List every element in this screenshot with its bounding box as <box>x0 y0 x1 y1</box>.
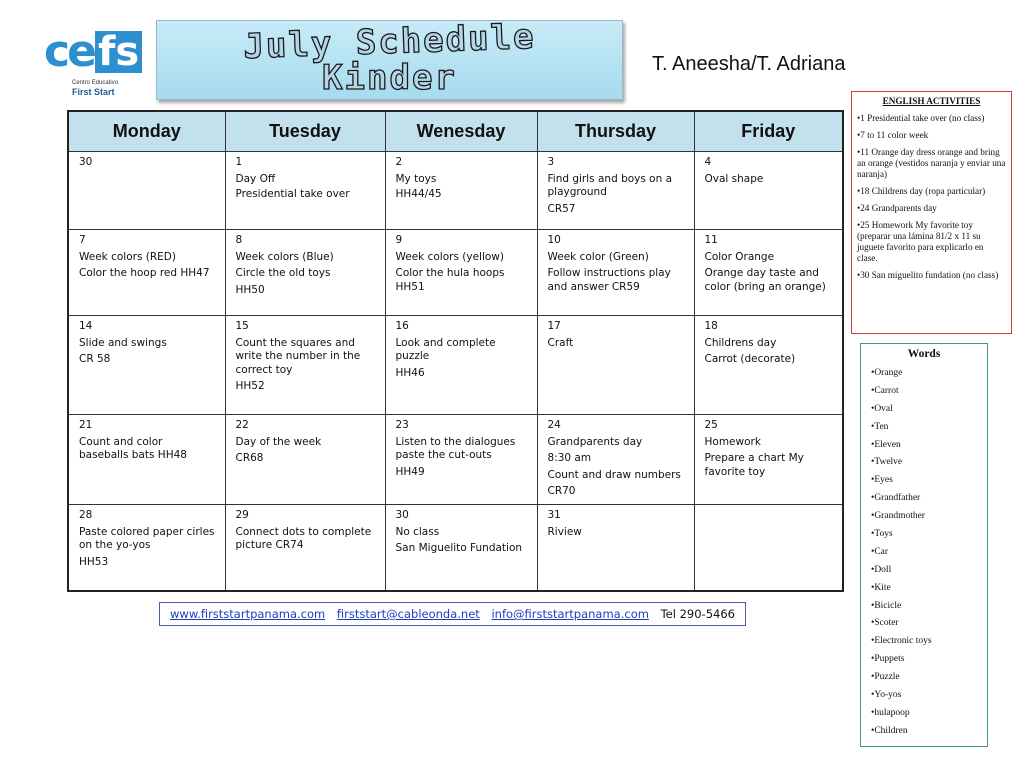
day-date: 2 <box>395 156 403 168</box>
website-link[interactable]: www.firststartpanama.com <box>170 607 326 621</box>
activity-item: •18 Childrens day (ropa particular) <box>857 186 986 196</box>
day-cell <box>694 505 843 591</box>
day-cell <box>225 152 385 230</box>
logo-mark-right: fs <box>95 31 142 73</box>
day-cell <box>537 230 694 316</box>
day-activity: Find girls and boys on a playground <box>547 172 673 198</box>
schedule-week-row <box>68 152 843 230</box>
title-line-2: Kinder <box>322 58 457 98</box>
day-cell <box>68 230 225 316</box>
day-activity: Color Orange <box>704 250 775 263</box>
day-cell <box>537 316 694 415</box>
day-activity: Count the squares and write the number in the correct toy <box>235 336 361 376</box>
schedule-header-row <box>68 111 843 152</box>
day-date: 3 <box>547 156 555 168</box>
day-activity: Circle the old toys <box>235 267 331 279</box>
word-item: •Carrot <box>871 385 899 396</box>
day-header: Friday <box>694 111 843 152</box>
day-date: 30 <box>395 509 409 521</box>
words-list <box>871 365 987 741</box>
words-panel <box>860 343 988 747</box>
word-item: •Doll <box>871 564 892 575</box>
word-item: •Bicicle <box>871 600 902 611</box>
email-link[interactable]: firststart@cableonda.net <box>336 607 480 621</box>
activities-title: ENGLISH ACTIVITIES <box>882 96 981 106</box>
day-date: 10 <box>547 234 561 246</box>
day-date: 15 <box>235 320 249 332</box>
activities-list <box>857 113 1006 281</box>
logo-subtitle: Centro Educativo <box>72 80 119 86</box>
day-date: 9 <box>395 234 403 246</box>
day-activity: Follow instructions play and answer CR59 <box>547 267 671 293</box>
day-activity: Craft <box>547 336 574 349</box>
day-cell <box>68 152 225 230</box>
day-activity: No class <box>395 525 440 538</box>
word-item: •Ten <box>871 421 889 432</box>
school-logo <box>44 26 152 100</box>
day-cell <box>68 316 225 415</box>
english-activities-panel <box>851 91 1012 334</box>
day-header: Thursday <box>537 111 694 152</box>
day-activity: Carrot (decorate) <box>704 353 796 365</box>
activity-item: •24 Grandparents day <box>857 203 937 213</box>
day-date: 22 <box>235 419 249 431</box>
word-item: •Eyes <box>871 475 893 486</box>
day-activity: Week color (Green) <box>547 250 649 263</box>
day-activity: CR57 <box>547 202 576 215</box>
day-activity: HH52 <box>235 380 265 392</box>
day-activity: CR70 <box>547 485 576 497</box>
day-date: 23 <box>395 419 409 431</box>
day-cell <box>694 316 843 415</box>
word-item: •Scoter <box>871 618 899 629</box>
word-item: •hulapoop <box>871 707 910 718</box>
day-cell <box>225 505 385 591</box>
word-item: •Orange <box>871 368 903 378</box>
phone-number: Tel 290-5466 <box>660 607 735 621</box>
teachers-label: T. Aneesha/T. Adriana <box>652 53 846 75</box>
word-item: •Kite <box>871 582 891 593</box>
day-activity: CR68 <box>235 452 264 464</box>
word-item: •Eleven <box>871 439 901 450</box>
schedule-table <box>67 110 844 592</box>
day-cell <box>537 505 694 591</box>
day-date: 29 <box>235 509 249 521</box>
day-activity: HH49 <box>395 465 425 478</box>
word-item: •Twelve <box>871 457 903 468</box>
day-cell <box>68 415 225 505</box>
day-activity: Week colors (RED) <box>79 250 176 263</box>
day-date: 16 <box>395 320 409 332</box>
day-cell <box>537 415 694 505</box>
title-banner <box>156 16 623 100</box>
word-item: •Electronic toys <box>871 636 932 647</box>
day-header: Wenesday <box>385 111 537 152</box>
logo-name: First Start <box>72 87 115 97</box>
day-date: 18 <box>704 320 718 332</box>
word-item: •Grandmother <box>871 511 925 522</box>
schedule-week-row <box>68 230 843 316</box>
schedule-week-row <box>68 415 843 505</box>
day-activity: Grandparents day <box>547 435 643 448</box>
day-activity: Color the hula hoops HH51 <box>395 267 505 293</box>
day-activity: Riview <box>547 525 582 538</box>
day-activity: Day of the week <box>235 435 322 448</box>
day-cell <box>68 505 225 591</box>
word-item: •Toys <box>871 529 893 540</box>
day-activity: CR 58 <box>79 353 111 365</box>
day-cell <box>694 152 843 230</box>
day-date: 8 <box>235 234 243 246</box>
day-date: 31 <box>547 509 561 521</box>
day-date: 4 <box>704 156 712 168</box>
day-cell <box>385 152 537 230</box>
day-cell <box>225 316 385 415</box>
day-header: Tuesday <box>225 111 385 152</box>
day-activity: Prepare a chart My favorite toy <box>704 452 804 478</box>
day-cell <box>537 152 694 230</box>
words-title: Words <box>907 348 941 360</box>
day-date: 11 <box>704 234 718 246</box>
email-link[interactable]: info@firststartpanama.com <box>491 607 649 621</box>
day-date: 7 <box>79 234 86 246</box>
day-activity: Count and color baseballs bats HH48 <box>79 435 187 461</box>
day-activity: Orange day taste and color (bring an orange) <box>704 267 826 293</box>
word-item: •Children <box>871 725 908 736</box>
day-activity: 8:30 am <box>547 452 592 464</box>
activity-item: •25 Homework My favorite toy (preparar una lámina 81/2 x 11 su juguete favorito para explicarlo en clase. <box>857 220 984 263</box>
day-date: 24 <box>547 419 561 431</box>
day-activity: Color the hoop red HH47 <box>79 267 210 279</box>
day-activity: HH46 <box>395 366 425 379</box>
day-activity: Listen to the dialogues paste the cut-outs <box>395 435 516 461</box>
day-date: 14 <box>79 320 93 332</box>
word-item: •Puppets <box>871 654 905 665</box>
day-cell <box>385 415 537 505</box>
day-cell <box>225 415 385 505</box>
word-item: •Oval <box>871 403 893 414</box>
day-activity: Slide and swings <box>79 336 167 349</box>
day-activity: HH44/45 <box>395 188 442 200</box>
day-cell <box>385 316 537 415</box>
day-activity: Childrens day <box>704 336 777 349</box>
day-cell <box>385 505 537 591</box>
day-header: Monday <box>68 111 225 152</box>
day-cell <box>225 230 385 316</box>
day-activity: Day Off <box>235 172 276 185</box>
day-activity: My toys <box>395 172 437 185</box>
schedule-week-row <box>68 316 843 415</box>
schedule-week-row <box>68 505 843 591</box>
day-date: 28 <box>79 509 93 521</box>
day-activity: Count and draw numbers <box>547 468 681 481</box>
day-date: 17 <box>547 320 561 332</box>
activity-item: •1 Presidential take over (no class) <box>857 113 985 123</box>
word-item: •Car <box>871 546 889 557</box>
day-activity: Homework <box>704 435 761 448</box>
day-date: 21 <box>79 419 93 431</box>
word-item: •Grandfather <box>871 493 921 504</box>
day-activity: Paste colored paper cirles on the yo-yos <box>79 525 215 551</box>
day-date: 1 <box>235 156 243 168</box>
activity-item: •7 to 11 color week <box>857 130 929 140</box>
day-date: 25 <box>704 419 718 431</box>
day-activity: Connect dots to complete picture CR74 <box>235 525 372 551</box>
activity-item: •11 Orange day dress orange and bring an orange (vestidos naranja y enviar una naranja) <box>857 147 1006 179</box>
activity-item: •30 San miguelito fundation (no class) <box>857 270 999 280</box>
day-cell <box>694 415 843 505</box>
logo-mark-left: ce <box>44 26 94 77</box>
contact-footer <box>159 602 746 626</box>
day-date: 30 <box>79 156 93 168</box>
day-cell <box>385 230 537 316</box>
day-activity: Look and complete puzzle <box>395 336 496 362</box>
day-activity: HH53 <box>79 555 109 568</box>
day-activity: Presidential take over <box>235 188 350 200</box>
word-item: •Puzzle <box>871 672 900 683</box>
day-activity: Week colors (yellow) <box>395 250 504 263</box>
day-activity: HH50 <box>235 283 265 296</box>
day-activity: Week colors (Blue) <box>235 250 334 263</box>
day-activity: Oval shape <box>704 172 764 185</box>
day-cell <box>694 230 843 316</box>
title-line-1: July Schedule <box>242 16 537 68</box>
day-activity: San Miguelito Fundation <box>395 542 523 554</box>
word-item: •Yo-yos <box>871 690 902 701</box>
